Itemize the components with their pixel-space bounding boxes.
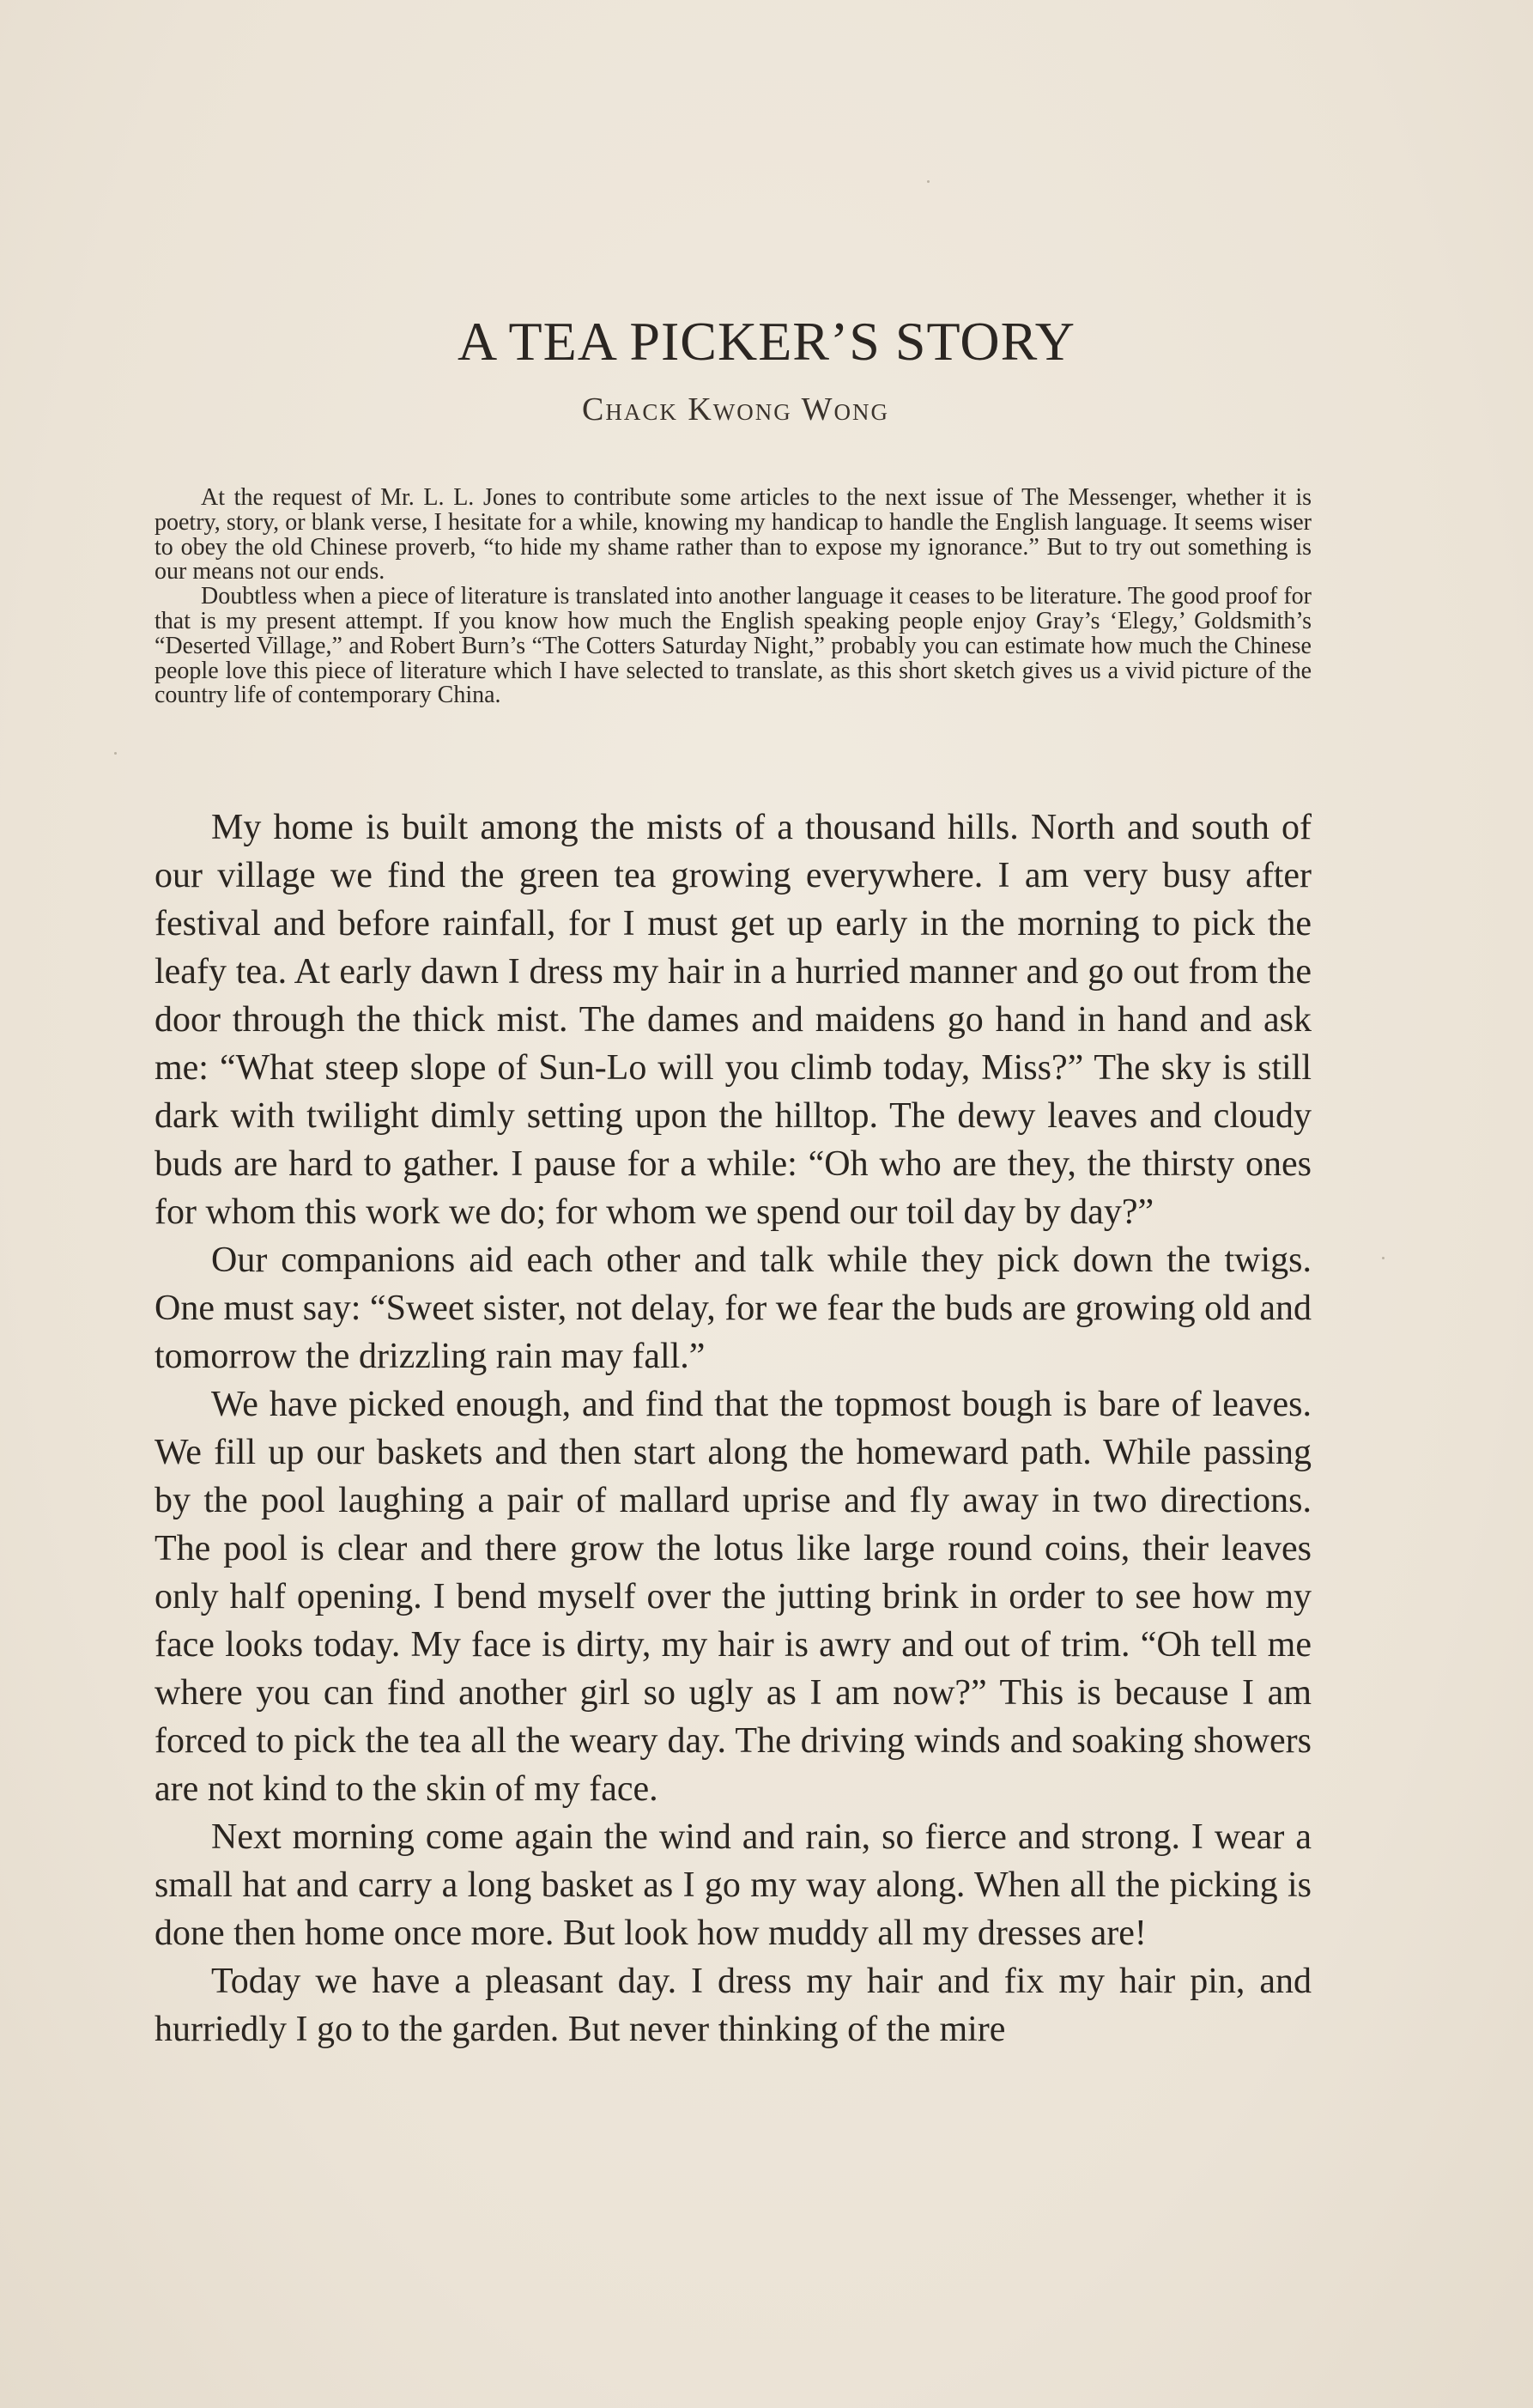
story-body	[155, 804, 1312, 2053]
page-title: A TEA PICKER’S STORY	[457, 311, 1076, 372]
author-name: Chack Kwong Wong	[582, 391, 889, 428]
paper-speck	[927, 180, 930, 183]
intro-paragraph: At the request of Mr. L. L. Jones to contribute some articles to the next issue of The Messenger, whether it is poetry, story, or blank verse, I hesitate for a while, knowing my handicap to handle the English language. It seems wiser to obey the old Chinese proverb, “to hide my shame rather than to expose my ignorance.” But to try out something is our means not our ends.	[155, 484, 1312, 585]
intro-note	[155, 486, 1312, 708]
paper-speck	[114, 752, 117, 755]
intro-paragraph: Doubtless when a piece of literature is translated into another language it ceases to be literature. The good proof for that is my present attempt. If you know how much the English speaking people enjoy Gray’s ‘Elegy,’ Goldsmith’s “Deserted Village,” and Robert Burn’s “The Cotters Saturday Night,” probably you can estimate how much the Chinese people love this piece of literature which I have selected to translate, as this short sketch gives us a vivid picture of the country life of contemporary China.	[155, 583, 1312, 709]
story-paragraph: My home is built among the mists of a thousand hills. North and south of our village we find the green tea growing everywhere. I am very busy after festival and before rainfall, for I must get up early in the morning to pick the leafy tea. At early dawn I dress my hair in a hurried manner and go out from the door through the thick mist. The dames and maidens go hand in hand and ask me: “What steep slope of Sun-Lo will you climb today, Miss?” The sky is still dark with twilight dimly setting upon the hilltop. The dewy leaves and cloudy buds are hard to gather. I pause for a while: “Oh who are they, the thirsty ones for whom this work we do; for whom we spend our toil day by day?”	[155, 808, 1312, 1232]
paper-speck	[1382, 1257, 1385, 1259]
story-paragraph: Our companions aid each other and talk while they pick down the twigs. One must say: “Sweet sister, not delay, for we fear the buds are growing old and tomorrow the drizzling rain may fall.”	[155, 1240, 1312, 1376]
story-paragraph: Next morning come again the wind and rain, so fierce and strong. I wear a small hat and carry a long basket as I go my way along. When all the picking is done then home once more. But look how muddy all my dresses are!	[155, 1817, 1312, 1953]
story-paragraph: Today we have a pleasant day. I dress my hair and fix my hair pin, and hurriedly I go to the garden. But never thinking of the mire	[155, 1962, 1312, 2049]
story-paragraph: We have picked enough, and find that the topmost bough is bare of leaves. We fill up our baskets and then start along the homeward path. While passing by the pool laughing a pair of mallard uprise and fly away in two directions. The pool is clear and there grow the lotus like large round coins, their leaves only half opening. I bend myself over the jutting brink in order to see how my face looks today. My face is dirty, my hair is awry and out of trim. “Oh tell me where you can find another girl so ugly as I am now?” This is because I am forced to pick the tea all the weary day. The driving winds and soaking showers are not kind to the skin of my face.	[155, 1385, 1312, 1809]
